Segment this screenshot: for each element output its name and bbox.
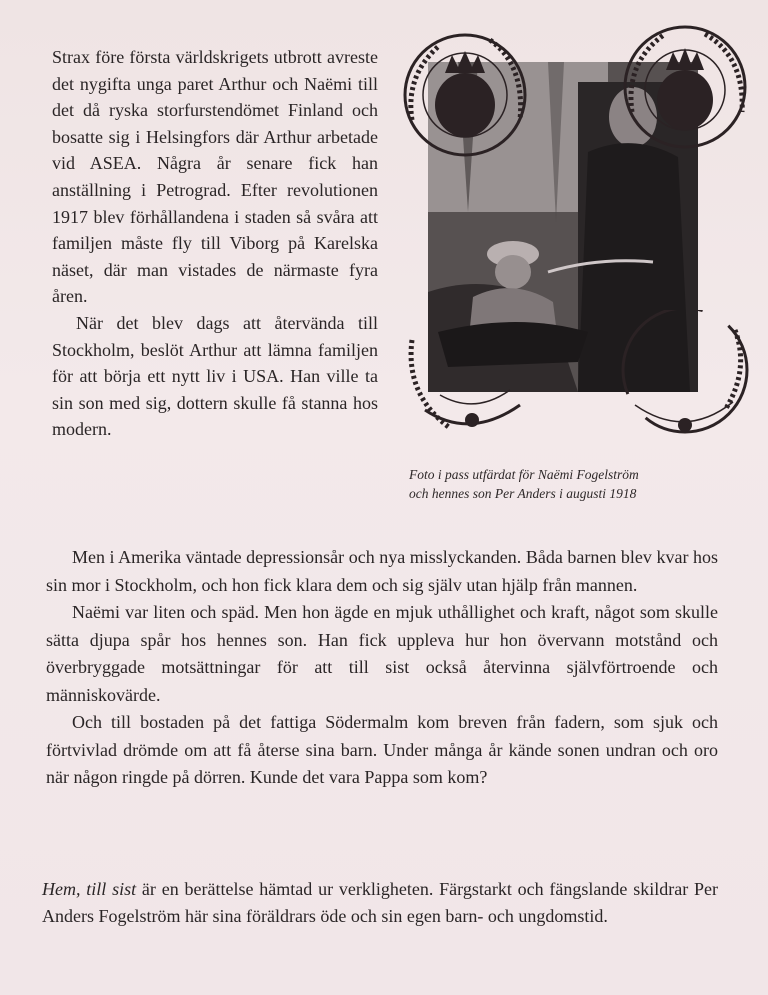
paragraph: När det blev dags att återvända till Stockholm, beslöt Arthur att lämna familjen för att börja ett nytt liv i USA. Han ville ta sin son med sig, dottern skulle få stanna hos modern. <box>52 312 378 440</box>
caption-line: och hennes son Per Anders i augusti 1918 <box>409 485 637 501</box>
book-summary <box>42 876 718 929</box>
passport-stamp <box>620 22 750 152</box>
book-title: Hem, till sist <box>42 879 137 899</box>
full-width-text <box>46 544 718 792</box>
paragraph: Och till bostaden på det fattiga Södermalm kom breven från fadern, som sjuk och förtvivlad drömde om att få återse sina barn. Under många år kände sonen undran och oro när någon ringde på dörren. Kunde det vara Pappa som kom? <box>46 712 718 787</box>
paragraph: Men i Amerika väntade depressionsår och nya misslyckanden. Båda barnen blev kvar hos sin mor i Stockholm, och hon fick klara dem och sig själv utan hjälp från mannen. <box>46 547 718 595</box>
paragraph: Strax före första världskrigets utbrott avreste det nygifta unga paret Arthur och Naëmi till det då ryska storfurstendömet Finland och bosatte sig i Helsingfors där Arthur arbetade vid ASEA. Några år senare fick han anställning i Petrograd. Efter revolutionen 1917 blev förhållandena i staden så svåra att familjen måste fly till Viborg på Karelska näset, där man vistades de närmaste fyra åren. <box>52 47 378 307</box>
left-column-text <box>52 44 378 443</box>
caption-line: Foto i pass utfärdat för Naëmi Fogelström <box>409 467 639 482</box>
passport-stamp <box>400 310 540 440</box>
photo-caption <box>409 466 739 503</box>
summary-text: är en berättelse hämtad ur verkligheten. Färgstarkt och fängslande skildrar Per Anders Fogelström här sina föräldrars öde och sin egen barn- och ungdomstid. <box>42 879 718 926</box>
passport-stamp <box>615 310 755 445</box>
paragraph: Naëmi var liten och späd. Men hon ägde en mjuk uthållighet och kraft, något som skulle sätta djupa spår hos hennes son. Han fick uppleva hur hon övervann motstånd och överbryggade motsättningar för att till sist också återvinna självförtroende och människovärde. <box>46 602 718 705</box>
summary-paragraph <box>42 876 718 929</box>
passport-stamp <box>400 25 530 160</box>
